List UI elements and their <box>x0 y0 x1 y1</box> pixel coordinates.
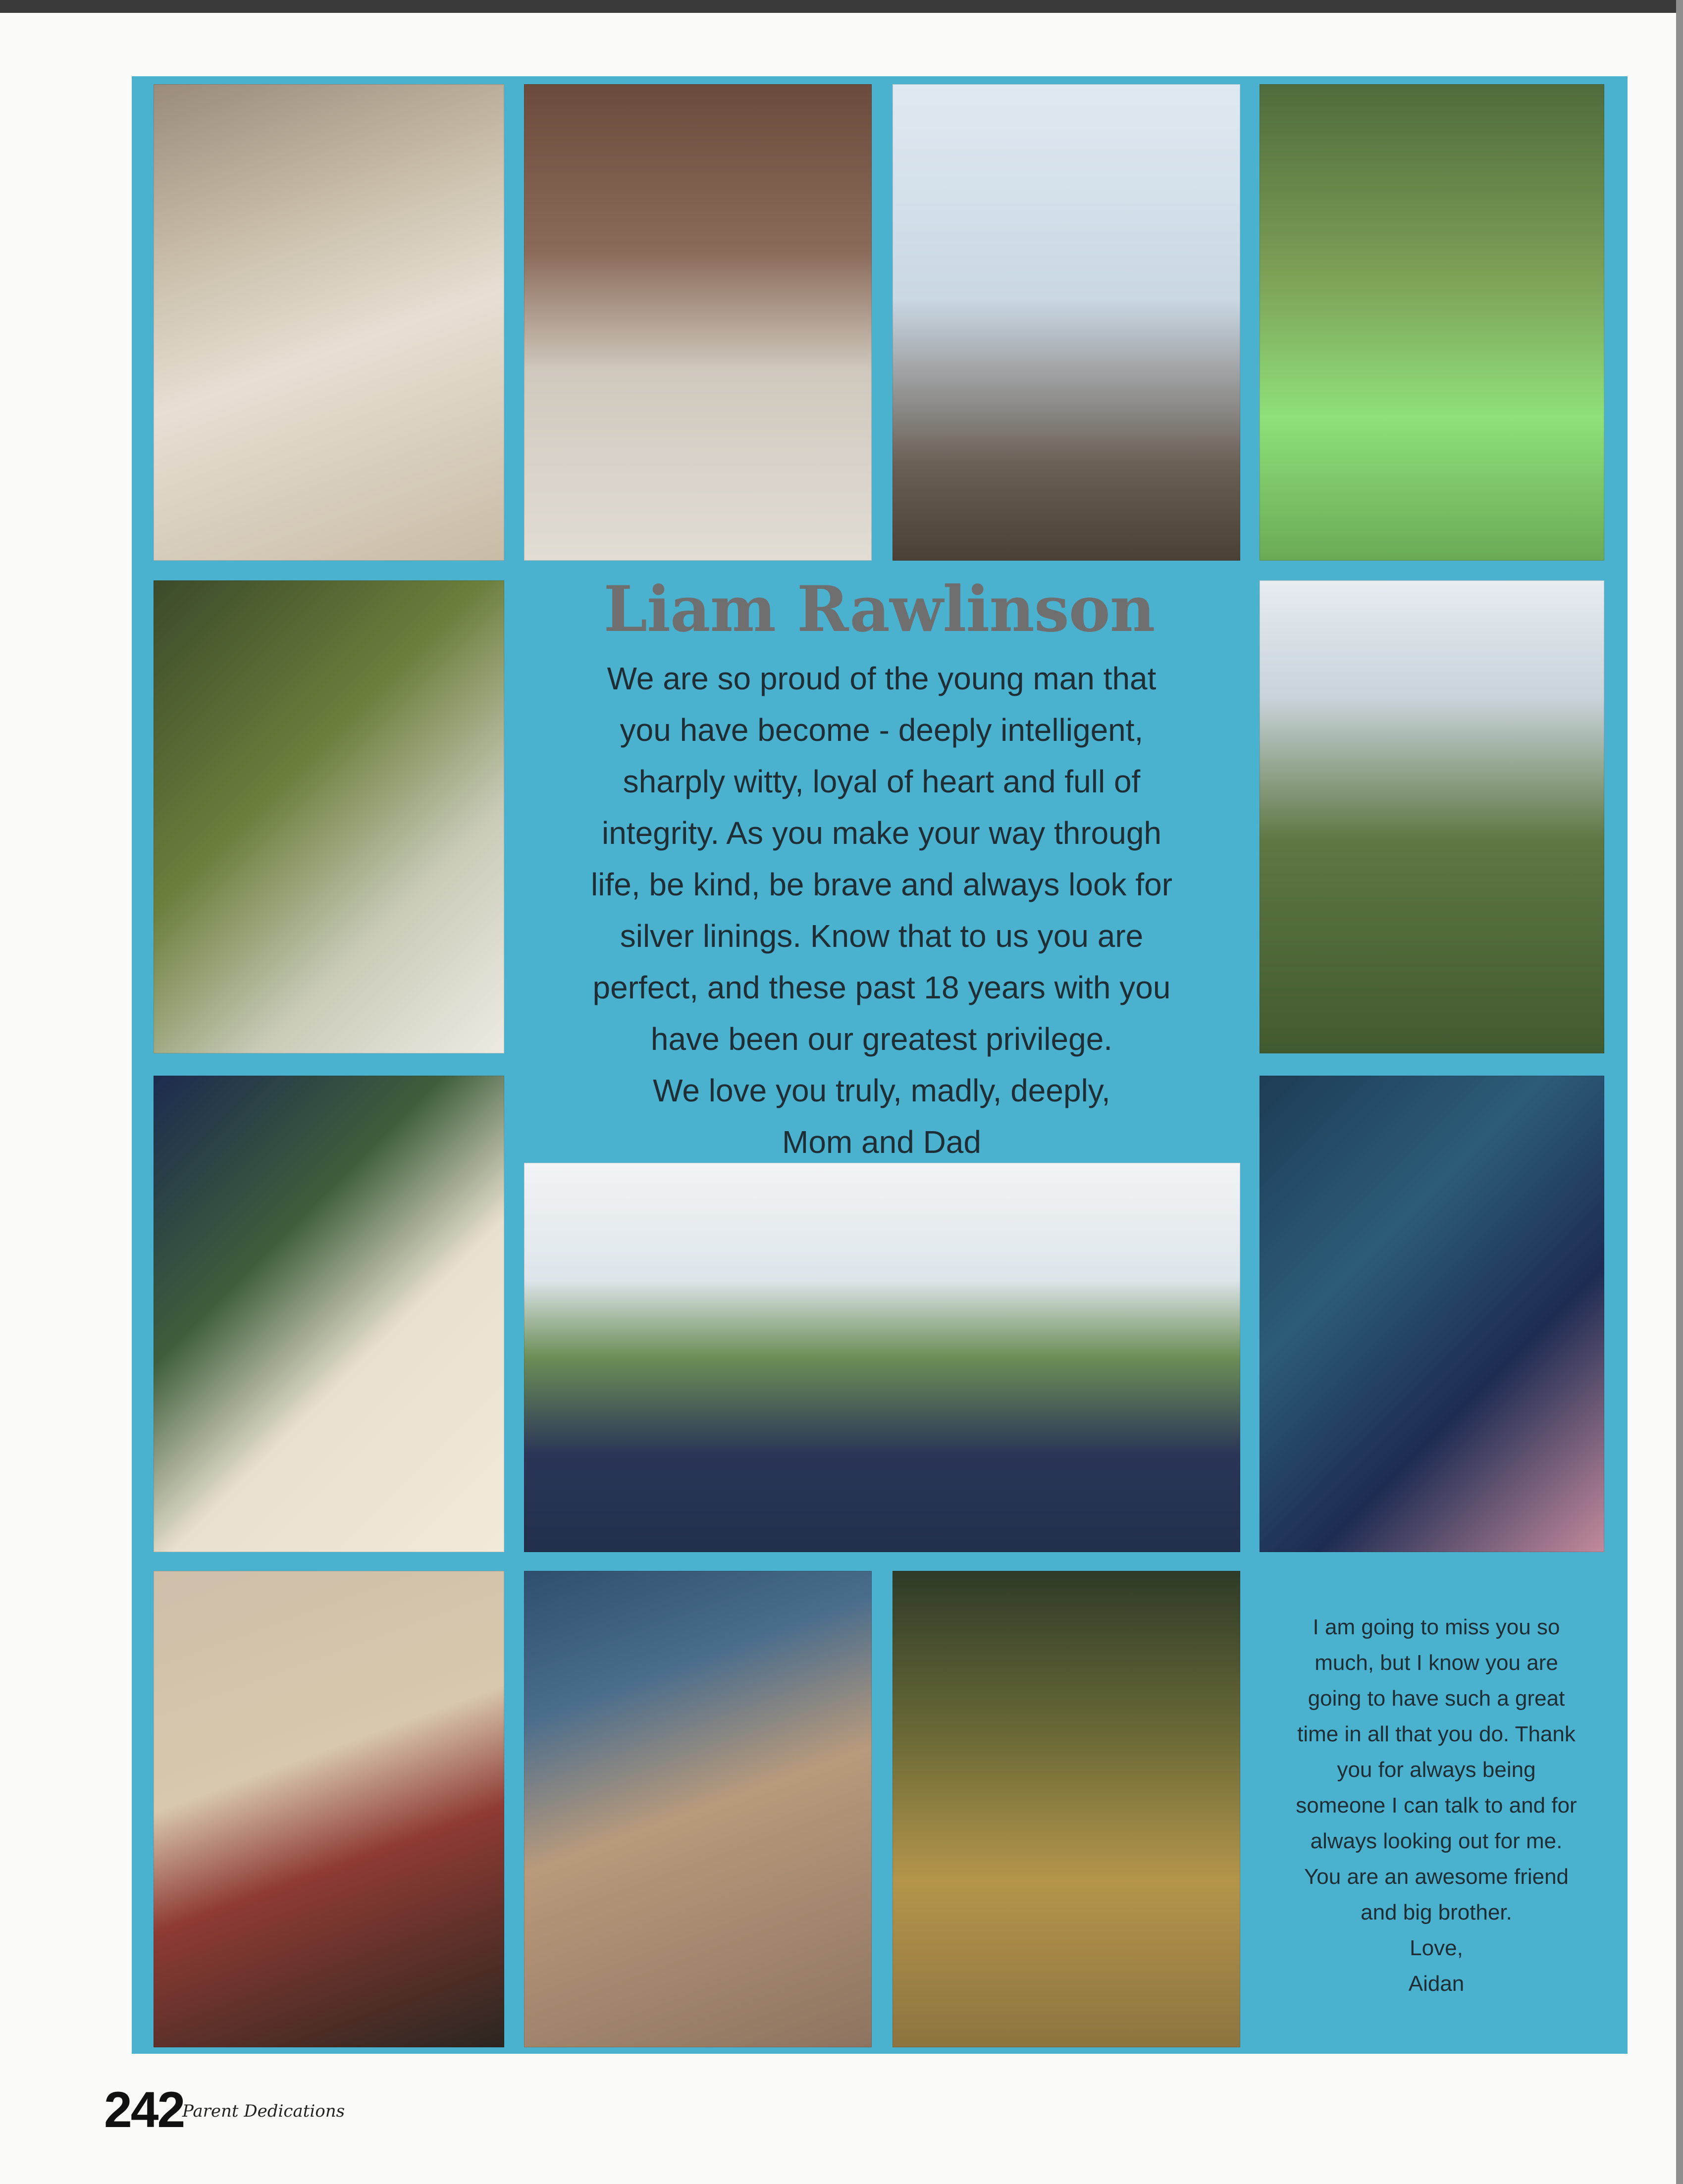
photo-poly-jersey <box>154 580 504 1053</box>
top-edge <box>0 0 1683 13</box>
message-line: perfect, and these past 18 years with you <box>592 970 1171 1005</box>
photo-camp-streamers <box>1260 84 1604 561</box>
photo-boy-drink <box>1260 1076 1604 1552</box>
note-signature: Aidan <box>1408 1972 1465 1996</box>
message-line: sharply witty, loyal of heart and full of <box>623 764 1141 799</box>
photo-football-sign <box>1260 580 1604 1053</box>
note-line: someone I can talk to and for <box>1296 1793 1577 1818</box>
right-edge <box>1676 0 1683 2184</box>
message-line: We love you truly, madly, deeply, <box>653 1073 1110 1108</box>
note-line: going to have such a great <box>1308 1686 1565 1711</box>
note-line: You are an awesome friend <box>1304 1865 1569 1889</box>
message-line: integrity. As you make your way through <box>601 815 1162 851</box>
photo-toddler-patio <box>524 84 872 561</box>
message-line: life, be kind, be brave and always look for <box>591 867 1172 902</box>
photo-family-rocks <box>893 84 1240 561</box>
message-line: you have become - deeply intelligent, <box>620 712 1144 748</box>
dedication-title: Liam Rawlinson <box>603 572 1155 646</box>
photo-baby-hood <box>154 1076 504 1552</box>
photo-family-lighthouse <box>524 1163 1240 1552</box>
photo-beach-wetsuit <box>154 84 504 561</box>
note-line: and big brother. <box>1361 1900 1512 1924</box>
message-line: silver linings. Know that to us you are <box>620 918 1144 954</box>
dedication-message <box>525 653 1238 1168</box>
note-line: always looking out for me. <box>1310 1829 1563 1853</box>
photo-dock-fishing <box>524 1571 872 2047</box>
sibling-note <box>1253 1610 1620 2002</box>
note-closing: Love, <box>1410 1936 1463 1960</box>
note-line: time in all that you do. Thank <box>1297 1722 1576 1746</box>
note-line: much, but I know you are <box>1315 1651 1558 1675</box>
message-line: have been our greatest privilege. <box>650 1021 1113 1057</box>
section-label: Parent Dedications <box>182 2101 345 2121</box>
photo-brothers-hug <box>893 1571 1240 2047</box>
note-line: you for always being <box>1337 1758 1536 1782</box>
photo-shot-put <box>154 1571 504 2047</box>
message-signature: Mom and Dad <box>782 1124 981 1160</box>
page-number: 242 <box>104 2081 184 2138</box>
note-line: I am going to miss you so <box>1313 1615 1560 1639</box>
message-line: We are so proud of the young man that <box>607 661 1157 696</box>
